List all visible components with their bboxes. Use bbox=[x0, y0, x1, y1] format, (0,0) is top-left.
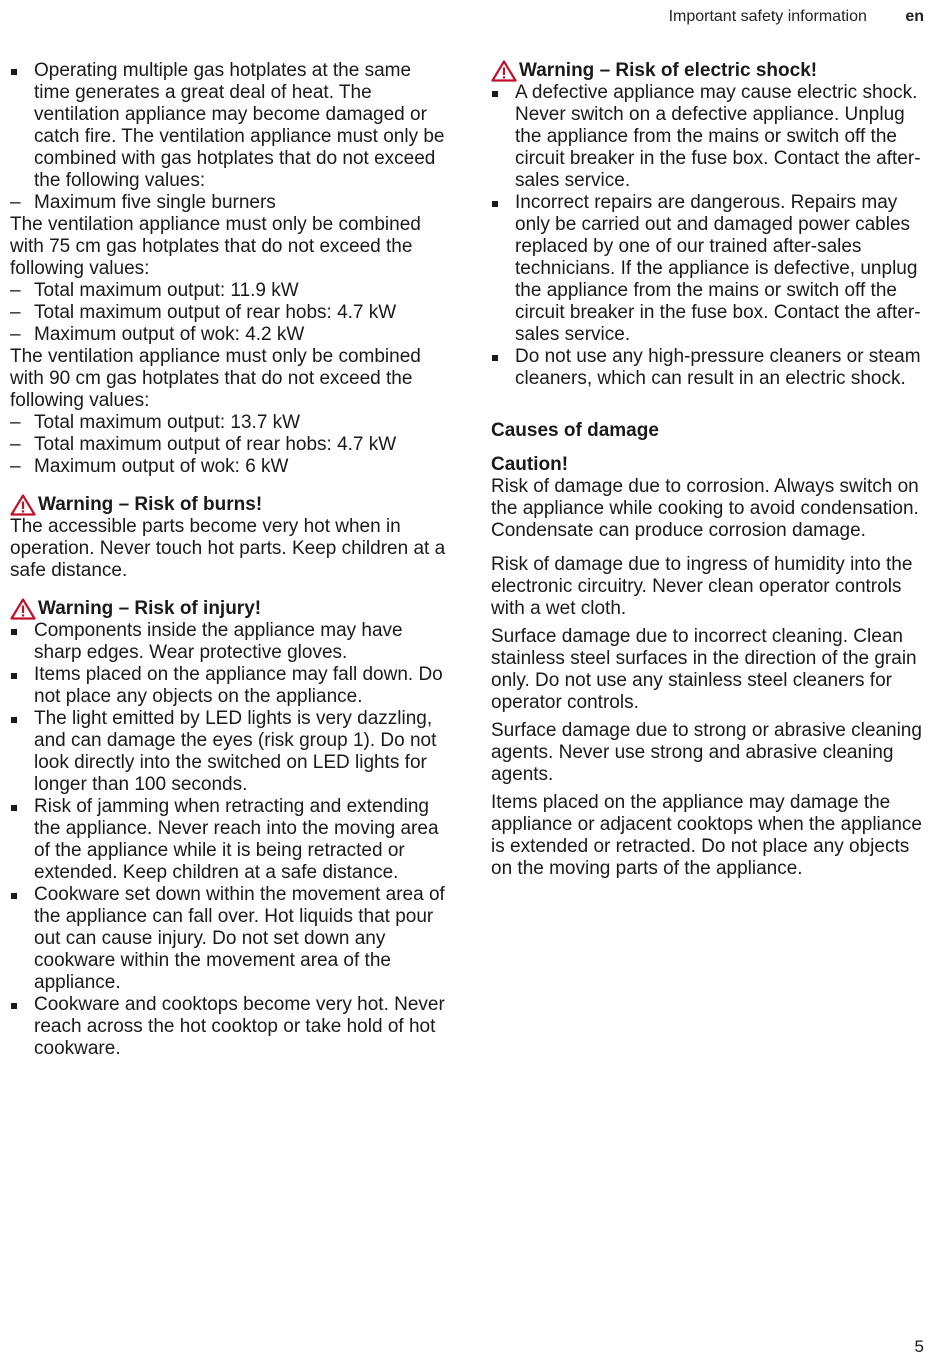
damage-paragraph: Risk of damage due to ingress of humidity into the electronic circuitry. Never clean operator controls with a wet cloth. bbox=[491, 554, 913, 619]
list-item: A defective appliance may cause electric shock. Never switch on a defective appliance. Unplug the appliance from the mains or switch off the circuit breaker in the fuse box. Contact the after-sales service. bbox=[491, 82, 931, 192]
page-number: 5 bbox=[914, 1337, 924, 1356]
injury-warning-title: Warning – Risk of injury! bbox=[38, 598, 262, 619]
warning-triangle-icon bbox=[10, 598, 36, 620]
list-item: Items placed on the appliance may fall down. Do not place any objects on the appliance. bbox=[10, 664, 450, 708]
list-item: Cookware set down within the movement area of the appliance can fall over. Hot liquids that pour out can cause injury. Do not set down any cookware within the movement area of the appliance. bbox=[10, 884, 450, 994]
causes-of-damage-heading: Causes of damage bbox=[491, 420, 659, 441]
header-language: en bbox=[905, 8, 924, 25]
header-section-title: Important safety information bbox=[668, 8, 867, 25]
burns-warning-text: The accessible parts become very hot when in operation. Never touch hot parts. Keep children at a safe distance. bbox=[10, 516, 446, 581]
dash-item: – Total maximum output: 13.7 kW bbox=[10, 412, 450, 434]
dash-item: – Total maximum output of rear hobs: 4.7 kW bbox=[10, 434, 450, 456]
burns-warning-title: Warning – Risk of burns! bbox=[38, 494, 263, 515]
list-item: Components inside the appliance may have sharp edges. Wear protective gloves. bbox=[10, 620, 450, 664]
list-item: Incorrect repairs are dangerous. Repairs may only be carried out and damaged power cables replaced by one of our trained after-sales technicians. If the appliance is defective, unplug the appliance from the mains or switch off the circuit breaker in the fuse box. Contact the after-sales service. bbox=[491, 192, 931, 346]
page-header bbox=[669, 7, 924, 27]
dash-item: – Maximum output of wok: 6 kW bbox=[10, 456, 450, 478]
paragraph-75cm: The ventilation appliance must only be combined with 75 cm gas hotplates that do not exceed the following values: bbox=[10, 214, 421, 279]
list-item: Cookware and cooktops become very hot. Never reach across the hot cooktop or take hold of hot cookware. bbox=[10, 994, 450, 1060]
paragraph-90cm: The ventilation appliance must only be combined with 90 cm gas hotplates that do not exceed the following values: bbox=[10, 346, 421, 411]
damage-paragraph: Items placed on the appliance may damage the appliance or adjacent cooktops when the appliance is extended or retracted. Do not place any objects on the moving parts of the appliance. bbox=[491, 792, 922, 879]
gas-hotplates-text: Operating multiple gas hotplates at the same time generates a great deal of heat. The ventilation appliance may become damaged or catch fire. The ventilation appliance must only be combined with gas hotplates that do not exceed the following values: bbox=[34, 60, 445, 191]
burns-warning-heading bbox=[10, 494, 450, 516]
dash-item: – Maximum output of wok: 4.2 kW bbox=[10, 324, 450, 346]
dash-item: – Total maximum output of rear hobs: 4.7 kW bbox=[10, 302, 450, 324]
damage-paragraph: Risk of damage due to corrosion. Always switch on the appliance while cooking to avoid condensation. Condensate can produce corrosion damage. bbox=[491, 476, 919, 541]
warning-triangle-icon bbox=[10, 494, 36, 516]
shock-warning-heading bbox=[491, 60, 931, 82]
list-item: Do not use any high-pressure cleaners or steam cleaners, which can result in an electric shock. bbox=[491, 346, 931, 390]
damage-paragraph: Surface damage due to strong or abrasive cleaning agents. Never use strong and abrasive cleaning agents. bbox=[491, 720, 922, 785]
list-item: The light emitted by LED lights is very dazzling, and can damage the eyes (risk group 1). Do not look directly into the switched on LED lights for longer than 100 seconds. bbox=[10, 708, 450, 796]
right-column bbox=[491, 60, 931, 880]
warning-triangle-icon bbox=[491, 60, 517, 82]
list-item: Risk of jamming when retracting and extending the appliance. Never reach into the moving area of the appliance while it is being retracted or extended. Keep children at a safe distance. bbox=[10, 796, 450, 884]
caution-label: Caution! bbox=[491, 454, 569, 475]
damage-paragraph: Surface damage due to incorrect cleaning. Clean stainless steel surfaces in the direction of the grain only. Do not use any stainless steel cleaners for operator controls. bbox=[491, 626, 917, 713]
gas-hotplates-bullet bbox=[10, 60, 450, 478]
dash-item: – Maximum five single burners bbox=[10, 192, 450, 214]
injury-warning-heading bbox=[10, 598, 450, 620]
dash-item: – Total maximum output: 11.9 kW bbox=[10, 280, 450, 302]
shock-warning-title: Warning – Risk of electric shock! bbox=[519, 60, 818, 81]
left-column bbox=[10, 60, 450, 1060]
